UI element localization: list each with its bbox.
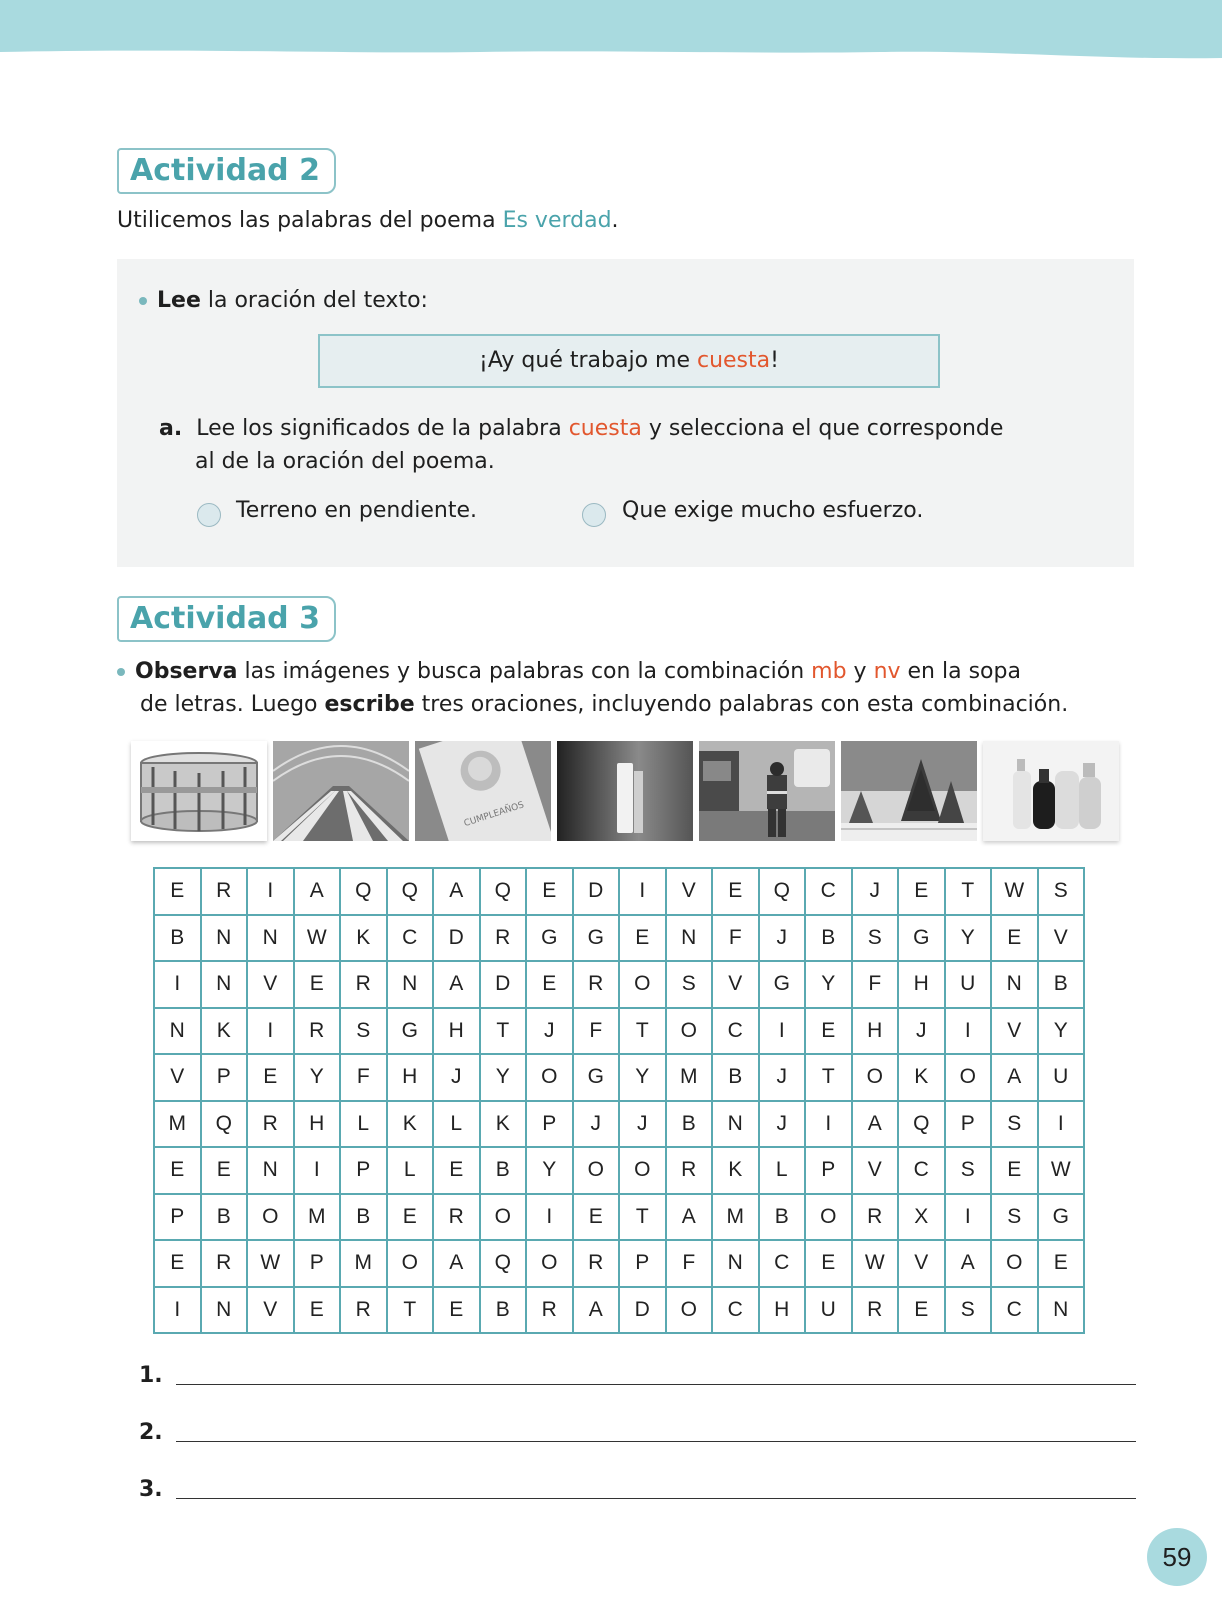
word-search-cell[interactable]: E	[712, 868, 759, 915]
picture-strip	[131, 741, 1135, 843]
word-search-cell[interactable]: G	[387, 1008, 434, 1055]
word-search-cell[interactable]: R	[526, 1287, 573, 1334]
word-search-cell[interactable]: M	[712, 1194, 759, 1241]
word-search-cell[interactable]: G	[573, 1054, 620, 1101]
activity-2-badge: Actividad 2	[117, 148, 336, 194]
word-search-cell[interactable]: Y	[294, 1054, 341, 1101]
word-search-cell[interactable]: U	[945, 961, 992, 1008]
word-search-cell[interactable]: O	[619, 961, 666, 1008]
bullet-icon	[117, 668, 125, 676]
word-search-cell[interactable]: O	[619, 1147, 666, 1194]
word-search-cell[interactable]: S	[852, 915, 899, 962]
word-search-cell[interactable]: E	[201, 1147, 248, 1194]
word-search-cell[interactable]: A	[852, 1101, 899, 1148]
firefighter-image	[699, 741, 835, 841]
word-search-cell[interactable]: N	[201, 915, 248, 962]
word-search-cell[interactable]: F	[340, 1054, 387, 1101]
word-search-cell[interactable]: K	[712, 1147, 759, 1194]
word-search-cell[interactable]: E	[526, 961, 573, 1008]
word-search-cell[interactable]: B	[1038, 961, 1085, 1008]
word-search-cell[interactable]: G	[526, 915, 573, 962]
word-search-cell[interactable]: O	[945, 1054, 992, 1101]
word-search-cell[interactable]: I	[247, 868, 294, 915]
word-search-cell[interactable]: U	[805, 1287, 852, 1334]
word-search-row	[154, 1147, 1084, 1194]
word-search-cell[interactable]: O	[573, 1147, 620, 1194]
word-search-cell[interactable]: P	[945, 1101, 992, 1148]
word-search-cell[interactable]: E	[573, 1194, 620, 1241]
word-search-cell[interactable]: S	[666, 961, 713, 1008]
word-search-cell[interactable]: E	[805, 1008, 852, 1055]
word-search-cell[interactable]: I	[247, 1008, 294, 1055]
word-search-cell[interactable]: Q	[759, 868, 806, 915]
word-search-cell[interactable]: O	[991, 1240, 1038, 1287]
word-search-cell[interactable]: N	[201, 1287, 248, 1334]
word-search-cell[interactable]: Y	[1038, 1008, 1085, 1055]
question-letter: a.	[159, 416, 183, 441]
word-search-cell[interactable]: C	[759, 1240, 806, 1287]
word-search-cell[interactable]: A	[433, 868, 480, 915]
word-search-cell[interactable]: R	[433, 1194, 480, 1241]
word-search-cell[interactable]: T	[945, 868, 992, 915]
word-search-cell[interactable]: Y	[480, 1054, 527, 1101]
option-2-label: Que exige mucho esfuerzo.	[622, 498, 924, 523]
word-search-cell[interactable]: B	[480, 1147, 527, 1194]
word-search-cell[interactable]: W	[247, 1240, 294, 1287]
word-search-cell[interactable]: S	[945, 1147, 992, 1194]
word-search-cell[interactable]: A	[666, 1194, 713, 1241]
word-search-cell[interactable]: K	[387, 1101, 434, 1148]
word-search-cell[interactable]: E	[433, 1287, 480, 1334]
word-search-cell[interactable]: T	[387, 1287, 434, 1334]
word-search-cell[interactable]: V	[666, 868, 713, 915]
page-number: 59	[1147, 1528, 1207, 1586]
word-search-cell[interactable]: N	[201, 961, 248, 1008]
word-search-cell[interactable]: U	[1038, 1054, 1085, 1101]
word-search-cell[interactable]: E	[433, 1147, 480, 1194]
word-search-cell[interactable]: Q	[480, 1240, 527, 1287]
word-search-cell[interactable]: I	[294, 1147, 341, 1194]
word-search-cell[interactable]: E	[294, 1287, 341, 1334]
word-search-cell[interactable]: F	[712, 915, 759, 962]
greenhouse-image	[273, 741, 409, 841]
word-search-row	[154, 1287, 1084, 1334]
word-search-cell[interactable]: I	[1038, 1101, 1085, 1148]
word-search-cell[interactable]: C	[805, 868, 852, 915]
word-search-cell[interactable]: T	[619, 1008, 666, 1055]
word-search-cell[interactable]: I	[759, 1008, 806, 1055]
word-search-cell[interactable]: F	[573, 1008, 620, 1055]
word-search-cell[interactable]: V	[247, 1287, 294, 1334]
word-search-cell[interactable]: Y	[805, 961, 852, 1008]
word-search-cell[interactable]: J	[619, 1101, 666, 1148]
word-search-cell[interactable]: E	[154, 1147, 201, 1194]
word-search-cell[interactable]: E	[898, 868, 945, 915]
word-search-cell[interactable]: O	[666, 1008, 713, 1055]
word-search-cell[interactable]: T	[480, 1008, 527, 1055]
word-search-cell[interactable]: C	[991, 1287, 1038, 1334]
word-search-cell[interactable]: G	[898, 915, 945, 962]
word-search-cell[interactable]: N	[712, 1240, 759, 1287]
word-search-cell[interactable]: S	[1038, 868, 1085, 915]
word-search-cell[interactable]: B	[340, 1194, 387, 1241]
word-search-cell[interactable]: P	[294, 1240, 341, 1287]
word-search-cell[interactable]: H	[898, 961, 945, 1008]
word-search-row	[154, 1240, 1084, 1287]
word-search-cell[interactable]: X	[898, 1194, 945, 1241]
word-search-cell[interactable]: D	[480, 961, 527, 1008]
answer-3-line[interactable]	[176, 1498, 1136, 1499]
word-search-cell[interactable]: B	[480, 1287, 527, 1334]
word-search-cell[interactable]: I	[619, 868, 666, 915]
word-search-cell[interactable]: Q	[898, 1101, 945, 1148]
word-search-cell[interactable]: R	[852, 1194, 899, 1241]
word-search-cell[interactable]: M	[666, 1054, 713, 1101]
word-search-cell[interactable]: O	[852, 1054, 899, 1101]
word-search-cell[interactable]: I	[154, 1287, 201, 1334]
word-search-cell[interactable]: J	[573, 1101, 620, 1148]
word-search-cell[interactable]: G	[759, 961, 806, 1008]
word-search-cell[interactable]: E	[526, 868, 573, 915]
word-search-cell[interactable]: C	[387, 915, 434, 962]
word-search-cell[interactable]: S	[945, 1287, 992, 1334]
word-search-cell[interactable]: D	[573, 868, 620, 915]
word-search-cell[interactable]: E	[154, 868, 201, 915]
word-search-cell[interactable]: P	[201, 1054, 248, 1101]
word-search-cell[interactable]: G	[1038, 1194, 1085, 1241]
birthday-invitation-image	[415, 741, 551, 841]
word-search-cell[interactable]: V	[712, 961, 759, 1008]
word-search-cell[interactable]: O	[480, 1194, 527, 1241]
word-search-cell[interactable]: L	[387, 1147, 434, 1194]
word-search-cell[interactable]: B	[154, 915, 201, 962]
word-search-row	[154, 1194, 1084, 1241]
word-search-cell[interactable]: I	[154, 961, 201, 1008]
word-search-cell[interactable]: W	[294, 915, 341, 962]
word-search-cell[interactable]: B	[759, 1194, 806, 1241]
word-search-row	[154, 1101, 1084, 1148]
word-search-cell[interactable]: Y	[526, 1147, 573, 1194]
top-wave-decoration	[0, 0, 1222, 70]
word-search-cell[interactable]: H	[294, 1101, 341, 1148]
word-search-cell[interactable]: N	[387, 961, 434, 1008]
word-search-cell[interactable]: E	[387, 1194, 434, 1241]
word-search-cell[interactable]: C	[712, 1008, 759, 1055]
word-search-cell[interactable]: E	[805, 1240, 852, 1287]
activity-3-badge: Actividad 3	[117, 596, 336, 642]
word-search-cell[interactable]: L	[759, 1147, 806, 1194]
word-search-cell[interactable]: I	[805, 1101, 852, 1148]
word-search-cell[interactable]: J	[759, 1101, 806, 1148]
word-search-cell[interactable]: R	[666, 1147, 713, 1194]
observe-instruction-line2: de letras. Luego escribe tres oraciones, incluyendo palabras con esta combinación.	[140, 692, 1069, 717]
word-search-cell[interactable]: E	[294, 961, 341, 1008]
word-search-cell[interactable]: H	[433, 1008, 480, 1055]
word-search-cell[interactable]: O	[387, 1240, 434, 1287]
word-search-cell[interactable]: J	[759, 1054, 806, 1101]
answer-3-number: 3.	[139, 1477, 163, 1502]
word-search-cell[interactable]: L	[340, 1101, 387, 1148]
word-search-cell[interactable]: P	[805, 1147, 852, 1194]
poem-title: Es verdad	[502, 208, 612, 233]
word-search-cell[interactable]: N	[154, 1008, 201, 1055]
word-search-cell[interactable]: Q	[340, 868, 387, 915]
word-search-cell[interactable]: V	[247, 961, 294, 1008]
word-search-table	[153, 867, 1085, 1334]
word-search-cell[interactable]: T	[805, 1054, 852, 1101]
word-search-cell[interactable]: P	[340, 1147, 387, 1194]
word-search-cell[interactable]: E	[247, 1054, 294, 1101]
word-search-cell[interactable]: I	[526, 1194, 573, 1241]
word-search-cell[interactable]: L	[433, 1101, 480, 1148]
word-search-cell[interactable]: F	[852, 961, 899, 1008]
word-search-cell[interactable]: B	[201, 1194, 248, 1241]
word-search-cell[interactable]: J	[852, 868, 899, 915]
word-search-cell[interactable]: M	[154, 1101, 201, 1148]
birthday-card-text: CUMPLEAÑOS	[462, 800, 526, 830]
word-search-cell[interactable]: P	[154, 1194, 201, 1241]
word-search-cell[interactable]: I	[945, 1008, 992, 1055]
option-1-label: Terreno en pendiente.	[236, 498, 478, 523]
word-search-cell[interactable]: E	[991, 915, 1038, 962]
cream-tube-image	[557, 741, 693, 841]
word-search-row	[154, 868, 1084, 915]
word-search-cell[interactable]: A	[433, 961, 480, 1008]
word-search-cell[interactable]: P	[526, 1101, 573, 1148]
bullet-icon	[139, 297, 147, 305]
word-search-cell[interactable]: K	[898, 1054, 945, 1101]
word-search-cell[interactable]: S	[991, 1101, 1038, 1148]
word-search-cell[interactable]: T	[619, 1194, 666, 1241]
word-search-cell[interactable]: E	[154, 1240, 201, 1287]
word-search-cell[interactable]: B	[666, 1101, 713, 1148]
word-search-cell[interactable]: O	[526, 1240, 573, 1287]
word-search-grid	[153, 867, 1085, 1334]
word-search-cell[interactable]: H	[852, 1008, 899, 1055]
word-search-cell[interactable]: S	[340, 1008, 387, 1055]
word-search-row	[154, 1008, 1084, 1055]
word-search-cell[interactable]: K	[201, 1008, 248, 1055]
word-search-cell[interactable]: O	[666, 1287, 713, 1334]
word-search-cell[interactable]: H	[759, 1287, 806, 1334]
word-search-cell[interactable]: C	[898, 1147, 945, 1194]
word-search-cell[interactable]: J	[898, 1008, 945, 1055]
word-search-cell[interactable]: D	[619, 1287, 666, 1334]
word-search-cell[interactable]: N	[666, 915, 713, 962]
word-search-cell[interactable]: V	[1038, 915, 1085, 962]
word-search-cell[interactable]: Q	[201, 1101, 248, 1148]
word-search-cell[interactable]: M	[294, 1194, 341, 1241]
word-search-cell[interactable]: W	[1038, 1147, 1085, 1194]
word-search-cell[interactable]: Y	[945, 915, 992, 962]
word-search-cell[interactable]: P	[619, 1240, 666, 1287]
word-search-cell[interactable]: O	[526, 1054, 573, 1101]
word-search-cell[interactable]: W	[852, 1240, 899, 1287]
word-search-cell[interactable]: D	[433, 915, 480, 962]
word-search-cell[interactable]: I	[945, 1194, 992, 1241]
observe-instruction: Observa las imágenes y busca palabras con la combinación mb y nv en la sopa	[117, 659, 1021, 684]
word-search-cell[interactable]: Q	[480, 868, 527, 915]
option-1-radio[interactable]	[197, 503, 221, 527]
word-search-row	[154, 961, 1084, 1008]
word-search-cell[interactable]: R	[573, 1240, 620, 1287]
read-instruction: Lee la oración del texto:	[139, 288, 428, 313]
word-search-cell[interactable]: C	[712, 1287, 759, 1334]
word-search-cell[interactable]: R	[340, 1287, 387, 1334]
poem-quote-box: ¡Ay qué trabajo me cuesta!	[318, 334, 940, 388]
word-search-cell[interactable]: E	[991, 1147, 1038, 1194]
word-search-cell[interactable]: K	[340, 915, 387, 962]
answer-2-line[interactable]	[176, 1441, 1136, 1442]
word-search-cell[interactable]: E	[1038, 1240, 1085, 1287]
word-search-cell[interactable]: E	[898, 1287, 945, 1334]
word-search-cell[interactable]: E	[619, 915, 666, 962]
word-search-cell[interactable]: K	[480, 1101, 527, 1148]
winter-snow-image	[841, 741, 977, 841]
question-a-line2: al de la oración del poema.	[195, 449, 495, 474]
word-search-cell[interactable]: W	[991, 868, 1038, 915]
word-search-row	[154, 915, 1084, 962]
word-search-cell[interactable]: A	[945, 1240, 992, 1287]
activity-2-intro: Utilicemos las palabras del poema Es verdad.	[117, 208, 619, 233]
question-a: a. Lee los significados de la palabra cuesta y selecciona el que corresponde	[159, 416, 1004, 441]
word-search-cell[interactable]: N	[712, 1101, 759, 1148]
word-search-cell[interactable]: N	[1038, 1287, 1085, 1334]
word-search-cell[interactable]: J	[433, 1054, 480, 1101]
word-search-cell[interactable]: O	[247, 1194, 294, 1241]
word-search-cell[interactable]: N	[247, 1147, 294, 1194]
word-search-cell[interactable]: R	[247, 1101, 294, 1148]
word-search-cell[interactable]: V	[991, 1008, 1038, 1055]
word-search-cell[interactable]: J	[526, 1008, 573, 1055]
word-search-cell[interactable]: V	[898, 1240, 945, 1287]
word-search-cell[interactable]: R	[480, 915, 527, 962]
word-search-cell[interactable]: R	[294, 1008, 341, 1055]
word-search-cell[interactable]: S	[991, 1194, 1038, 1241]
answer-2-number: 2.	[139, 1420, 163, 1445]
word-search-cell[interactable]: R	[201, 1240, 248, 1287]
word-search-cell[interactable]: N	[991, 961, 1038, 1008]
drum-image	[131, 741, 267, 841]
word-search-cell[interactable]: M	[340, 1240, 387, 1287]
word-search-cell[interactable]: A	[573, 1287, 620, 1334]
word-search-cell[interactable]: N	[247, 915, 294, 962]
word-search-cell[interactable]: R	[340, 961, 387, 1008]
word-search-cell[interactable]: A	[433, 1240, 480, 1287]
word-search-cell[interactable]: V	[154, 1054, 201, 1101]
word-search-cell[interactable]: B	[712, 1054, 759, 1101]
word-search-cell[interactable]: B	[805, 915, 852, 962]
word-search-cell[interactable]: R	[852, 1287, 899, 1334]
word-search-cell[interactable]: H	[387, 1054, 434, 1101]
cleaning-bottles-image	[983, 741, 1119, 841]
word-search-cell[interactable]: F	[666, 1240, 713, 1287]
word-search-cell[interactable]: G	[573, 915, 620, 962]
word-search-cell[interactable]: V	[852, 1147, 899, 1194]
answer-1-number: 1.	[139, 1363, 163, 1388]
word-search-cell[interactable]: Q	[387, 868, 434, 915]
word-search-cell[interactable]: Y	[619, 1054, 666, 1101]
word-search-cell[interactable]: A	[991, 1054, 1038, 1101]
word-search-cell[interactable]: O	[805, 1194, 852, 1241]
highlighted-word: cuesta	[696, 348, 771, 373]
word-search-cell[interactable]: R	[201, 868, 248, 915]
word-search-cell[interactable]: A	[294, 868, 341, 915]
word-search-row	[154, 1054, 1084, 1101]
option-2-radio[interactable]	[582, 503, 606, 527]
word-search-cell[interactable]: J	[759, 915, 806, 962]
word-search-cell[interactable]: R	[573, 961, 620, 1008]
answer-1-line[interactable]	[176, 1384, 1136, 1385]
